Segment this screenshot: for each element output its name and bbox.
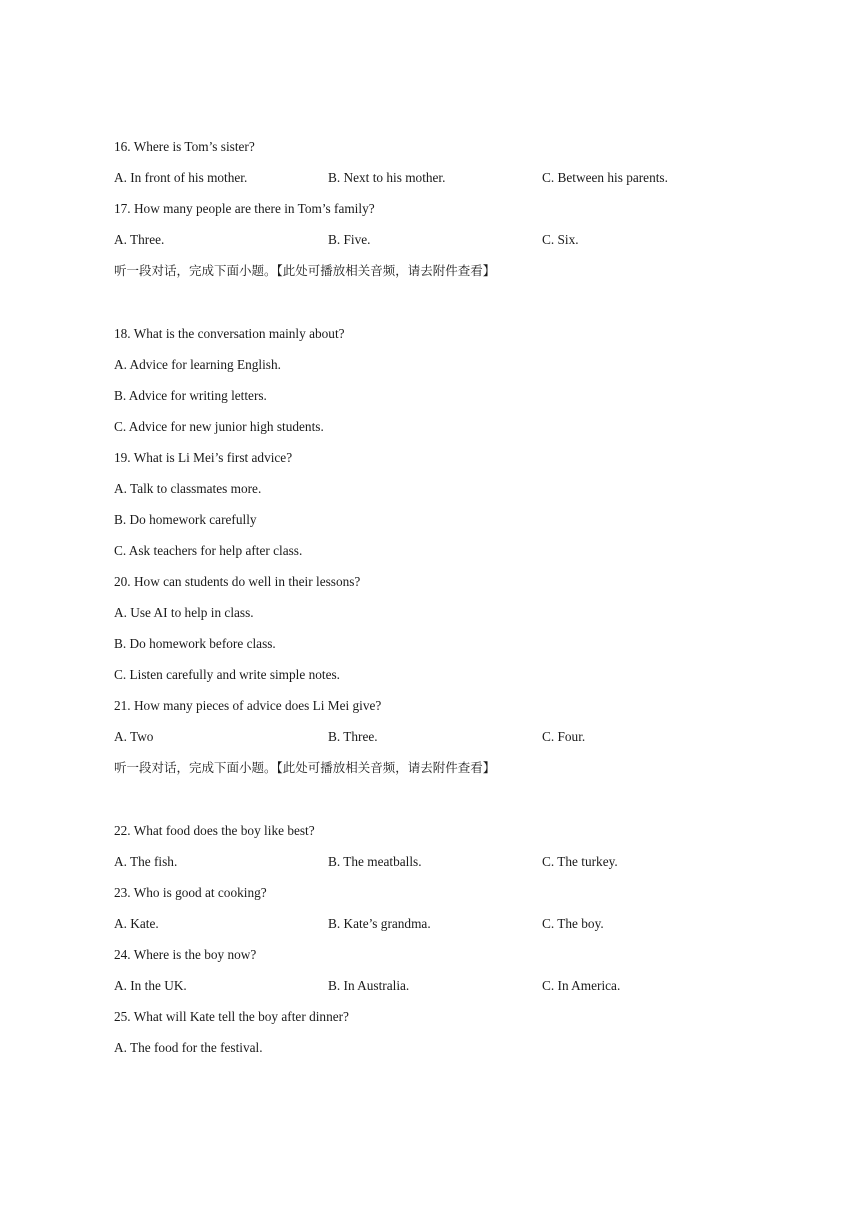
question-text: 22. What food does the boy like best? xyxy=(114,823,315,838)
answer-option: A. The fish. xyxy=(114,854,178,869)
answer-option: C. Four. xyxy=(542,729,586,744)
answer-options-row xyxy=(114,728,754,759)
answer-option: B. The meatballs. xyxy=(328,854,422,869)
answer-option: B. Do homework before class. xyxy=(114,636,276,651)
section-spacer xyxy=(114,293,754,325)
answer-options-row xyxy=(114,915,754,946)
answer-option: A. In the UK. xyxy=(114,978,187,993)
answer-option: B. Next to his mother. xyxy=(328,170,446,185)
answer-option: B. Three. xyxy=(328,729,378,744)
answer-option: C. Listen carefully and write simple notes. xyxy=(114,667,340,682)
question-text: 17. How many people are there in Tom’s family? xyxy=(114,201,375,216)
question-text: 18. What is the conversation mainly about? xyxy=(114,326,345,341)
answer-option: C. Between his parents. xyxy=(542,170,668,185)
question-text: 19. What is Li Mei’s first advice? xyxy=(114,450,293,465)
answer-option: C. Six. xyxy=(542,232,579,247)
answer-option: A. Two xyxy=(114,729,154,744)
question-text: 20. How can students do well in their lessons? xyxy=(114,574,361,589)
listening-instruction: 听一段对话，完成下面小题。【此处可播放相关音频，请去附件查看】 xyxy=(114,263,496,278)
answer-option: A. In front of his mother. xyxy=(114,170,248,185)
answer-option: C. Ask teachers for help after class. xyxy=(114,543,303,558)
answer-option: B. Five. xyxy=(328,232,371,247)
answer-options-row xyxy=(114,853,754,884)
answer-option: A. Use AI to help in class. xyxy=(114,605,254,620)
answer-option: B. Advice for writing letters. xyxy=(114,388,267,403)
answer-option: B. Kate’s grandma. xyxy=(328,916,431,931)
answer-option: C. The boy. xyxy=(542,916,604,931)
answer-option: C. Advice for new junior high students. xyxy=(114,419,324,434)
question-text: 23. Who is good at cooking? xyxy=(114,885,267,900)
question-text: 25. What will Kate tell the boy after dinner? xyxy=(114,1009,349,1024)
answer-option: B. Do homework carefully xyxy=(114,512,257,527)
exam-content xyxy=(114,138,754,1070)
question-text: 24. Where is the boy now? xyxy=(114,947,257,962)
question-text: 16. Where is Tom’s sister? xyxy=(114,139,255,154)
section-spacer xyxy=(114,790,754,822)
answer-options-row xyxy=(114,977,754,1008)
answer-option: A. Three. xyxy=(114,232,165,247)
question-text: 21. How many pieces of advice does Li Mei give? xyxy=(114,698,382,713)
answer-option: A. Kate. xyxy=(114,916,159,931)
answer-option: A. Talk to classmates more. xyxy=(114,481,262,496)
answer-option: A. Advice for learning English. xyxy=(114,357,281,372)
answer-option: C. In America. xyxy=(542,978,621,993)
listening-instruction: 听一段对话，完成下面小题。【此处可播放相关音频，请去附件查看】 xyxy=(114,760,496,775)
answer-options-row xyxy=(114,231,754,262)
answer-option: A. The food for the festival. xyxy=(114,1040,263,1055)
answer-options-row xyxy=(114,169,754,200)
answer-option: B. In Australia. xyxy=(328,978,410,993)
answer-option: C. The turkey. xyxy=(542,854,618,869)
